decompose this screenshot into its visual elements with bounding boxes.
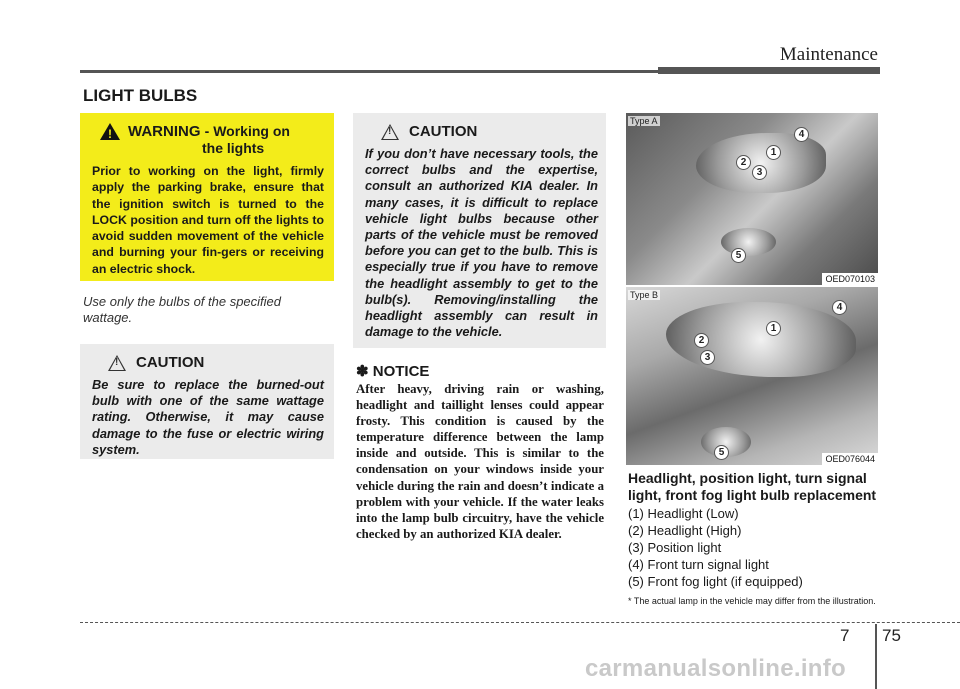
marker-1: 1	[766, 145, 781, 160]
warning-box	[80, 113, 334, 281]
notice-body: After heavy, driving rain or washing, headlight and taillight lenses could appear frosty. This condition is caused by the temperature difference between the lamp inside and outside. This is similar to the condensation on your windows inside your vehicle during the rain and doesn’t indicate a problem with your vehicle. If the water leaks into the lamp bulb circuitry, have the vehicle checked by an authorized KIA dealer.	[356, 382, 604, 541]
warning-subtitle-1: - Working on	[204, 123, 290, 139]
page-number: 75	[882, 626, 901, 645]
chapter-number: 7	[840, 626, 850, 645]
caution-icon	[108, 355, 126, 371]
caution-body-left: Be sure to replace the burned-out bulb with one of the same wattage rating. Otherwise, it may cause damage to the fuse or electric wiring system.	[92, 377, 324, 457]
footer-rule	[80, 622, 960, 623]
warning-heading	[92, 123, 324, 157]
warning-icon	[100, 123, 120, 140]
caution-title-left: CAUTION	[136, 354, 205, 371]
figure-b-code: OED076044	[822, 453, 878, 465]
notice-title: ✽ NOTICE	[356, 363, 430, 380]
list-item: (5) Front fog light (if equipped)	[628, 574, 803, 589]
watermark: carmanualsonline.info	[585, 655, 847, 682]
type-a-label: Type A	[630, 116, 658, 126]
list-item: (3) Position light	[628, 540, 722, 555]
headlamp-shape	[696, 133, 826, 193]
warning-subtitle-2: the lights	[202, 140, 265, 156]
marker-3: 3	[752, 165, 767, 180]
bulb-list	[628, 505, 803, 590]
headlight-photo-type-a	[626, 113, 878, 285]
list-item: (2) Headlight (High)	[628, 523, 742, 538]
caution-icon	[381, 124, 399, 140]
marker-4: 4	[794, 127, 809, 142]
marker-5: 5	[731, 248, 746, 263]
marker-4: 4	[832, 300, 847, 315]
warning-body: Prior to working on the light, firmly apply the parking brake, ensure that the ignition switch is turned to the LOCK position and turn off the lights to avoid sudden movement of the vehicle and burning your fin-gers or receiving an electric shock.	[92, 164, 324, 276]
marker-5: 5	[714, 445, 729, 460]
caution-box-middle	[353, 113, 606, 348]
marker-2: 2	[694, 333, 709, 348]
marker-1: 1	[766, 321, 781, 336]
header-rule	[80, 70, 658, 73]
warning-title: WARNING	[128, 123, 201, 140]
section-title: LIGHT BULBS	[83, 86, 198, 105]
header-rule-accent	[658, 67, 880, 74]
caution-title-middle: CAUTION	[409, 123, 478, 140]
headlight-photo-type-b	[626, 287, 878, 465]
use-bulbs-text: Use only the bulbs of the specified wattage.	[83, 294, 282, 325]
header-title: Maintenance	[779, 44, 878, 65]
headlight-section-title: Headlight, position light, turn signal light, front fog light bulb replacement	[628, 470, 877, 503]
marker-2: 2	[736, 155, 751, 170]
list-item: (1) Headlight (Low)	[628, 506, 739, 521]
caution-heading-left	[92, 354, 324, 371]
figure-a-code: OED070103	[822, 273, 878, 285]
caution-box-left	[80, 344, 334, 459]
caution-heading-middle	[365, 123, 598, 140]
list-item: (4) Front turn signal light	[628, 557, 769, 572]
type-b-label: Type B	[630, 290, 659, 300]
caution-body-middle: If you don’t have necessary tools, the correct bulbs and the expertise, consult an authorized KIA dealer. In many cases, it is difficult to replace vehicle light bulbs because other parts of the vehicle must be removed before you can get to the bulb. This is especially true if you have to remove the headlight assembly to get to the bulb(s). Removing/installing the headlight assembly can result in damage to the vehicle.	[365, 146, 598, 340]
marker-3: 3	[700, 350, 715, 365]
page-separator	[875, 624, 877, 689]
fog-lamp-shape	[721, 228, 776, 256]
footnote: * The actual lamp in the vehicle may differ from the illustration.	[628, 596, 876, 606]
